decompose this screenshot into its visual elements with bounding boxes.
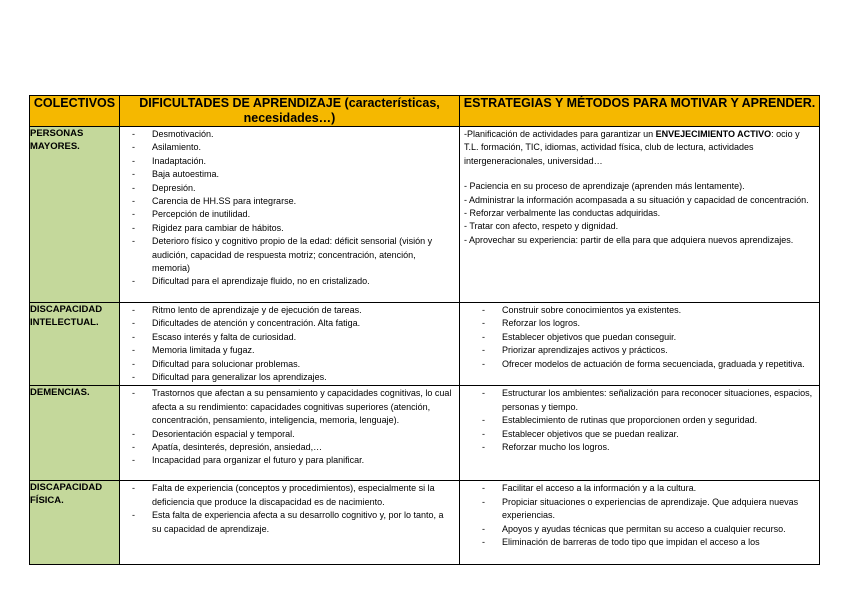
- list-item: - Administrar la información acompasada a su situación y capacidad de concentración.: [464, 194, 809, 205]
- list-item: - Establecer objetivos que se puedan realizar.: [460, 428, 815, 441]
- list-item: - Inadaptación.: [120, 155, 455, 168]
- collective-cell: DEMENCIAS.: [30, 386, 120, 481]
- list-item: - Escaso interés y falta de curiosidad.: [120, 331, 455, 344]
- list-item: - Trastornos que afectan a su pensamiento y capacidades cognitivas, lo cual afecta a su rendimiento: capacidades cognitivas superiores (atención, concentración, pensamiento, inteligencia, memoria, lenguaje).: [120, 387, 455, 427]
- list-item: - Construir sobre conocimientos ya existentes.: [460, 304, 815, 317]
- difficulties-list: [120, 127, 459, 290]
- difficulties-cell: [120, 481, 460, 565]
- table-row: [30, 386, 820, 481]
- list-item: - Estructurar los ambientes: señalización para reconocer situaciones, espacios, personas y tiempo.: [460, 387, 815, 414]
- list-item: - Reforzar los logros.: [460, 317, 815, 330]
- difficulties-cell: [120, 127, 460, 303]
- strategies-list: [464, 180, 815, 247]
- difficulties-cell: [120, 303, 460, 386]
- spacer: [464, 168, 815, 180]
- difficulties-list: [120, 386, 459, 468]
- collective-cell: PERSONAS MAYORES.: [30, 127, 120, 303]
- difficulties-list: [120, 303, 459, 385]
- strategy-intro-suffix: : ocio y T.L. formación, TIC, idiomas, actividad física, club de lectura, actividades intergeneracionales, universidad…: [464, 129, 800, 166]
- list-item: - Priorizar aprendizajes activos y prácticos.: [460, 344, 815, 357]
- header-row: [30, 96, 820, 127]
- strategy-intro-prefix: -Planificación de actividades para garantizar un: [464, 129, 656, 139]
- table-row: [30, 481, 820, 565]
- collective-cell: DISCAPACIDAD INTELECTUAL.: [30, 303, 120, 386]
- list-item: - Reforzar mucho los logros.: [460, 441, 815, 454]
- list-item: - Desmotivación.: [120, 128, 455, 141]
- header-collectives: COLECTIVOS: [30, 96, 120, 127]
- list-item: - Establecimiento de rutinas que proporcionen orden y seguridad.: [460, 414, 815, 427]
- list-item: - Dificultad para generalizar los aprendizajes.: [120, 371, 455, 384]
- list-item: - Establecer objetivos que puedan conseguir.: [460, 331, 815, 344]
- collectives-table: [29, 95, 820, 565]
- list-item: - Paciencia en su proceso de aprendizaje (aprenden más lentamente).: [464, 181, 745, 192]
- list-item: - Aprovechar su experiencia: partir de ella para que adquiera nuevos aprendizajes.: [464, 234, 794, 245]
- strategies-cell: [460, 303, 820, 386]
- collective-cell: DISCAPACIDAD FÍSICA.: [30, 481, 120, 565]
- list-item: - Asilamiento.: [120, 141, 455, 154]
- list-item: - Depresión.: [120, 182, 455, 195]
- list-item: - Carencia de HH.SS para integrarse.: [120, 195, 455, 208]
- list-item: - Dificultad para el aprendizaje fluido, no en cristalizado.: [120, 275, 455, 288]
- strategies-cell: [460, 481, 820, 565]
- strategy-intro: [464, 128, 815, 168]
- strategies-text: [460, 127, 819, 248]
- table-row: [30, 303, 820, 386]
- list-item: - Reforzar verbalmente las conductas adquiridas.: [464, 208, 661, 219]
- list-item: - Ofrecer modelos de actuación de forma secuenciada, graduada y repetitiva.: [460, 358, 815, 371]
- difficulties-list: [120, 481, 459, 537]
- strategies-cell: [460, 386, 820, 481]
- list-item: - Esta falta de experiencia afecta a su desarrollo cognitivo y, por lo tanto, a su capacidad de aprendizaje.: [120, 509, 455, 536]
- list-item: - Eliminación de barreras de todo tipo que impidan el acceso a los: [460, 536, 815, 549]
- list-item: - Facilitar el acceso a la información y a la cultura.: [460, 482, 815, 495]
- header-difficulties: DIFICULTADES DE APRENDIZAJE (características, necesidades…): [120, 96, 460, 127]
- strategies-list: [460, 481, 819, 550]
- list-item: - Falta de experiencia (conceptos y procedimientos), especialmente si la deficiencia que produce la discapacidad es de nacimiento.: [120, 482, 455, 509]
- list-item: - Dificultad para solucionar problemas.: [120, 358, 455, 371]
- strategies-cell: [460, 127, 820, 303]
- strategies-list: [460, 386, 819, 455]
- strategies-list: [460, 303, 819, 372]
- difficulties-cell: [120, 386, 460, 481]
- list-item: - Memoria limitada y fugaz.: [120, 344, 455, 357]
- list-item: - Baja autoestima.: [120, 168, 455, 181]
- table-row: [30, 127, 820, 303]
- list-item: - Incapacidad para organizar el futuro y para planificar.: [120, 454, 455, 467]
- header-strategies: ESTRATEGIAS Y MÉTODOS PARA MOTIVAR Y APRENDER.: [460, 96, 820, 127]
- list-item: - Desorientación espacial y temporal.: [120, 428, 455, 441]
- strategy-intro-bold: ENVEJECIMIENTO ACTIVO: [655, 129, 772, 139]
- list-item: - Rigidez para cambiar de hábitos.: [120, 222, 455, 235]
- list-item: - Dificultades de atención y concentración. Alta fatiga.: [120, 317, 455, 330]
- list-item: - Apoyos y ayudas técnicas que permitan su acceso a cualquier recurso.: [460, 523, 815, 536]
- list-item: - Ritmo lento de aprendizaje y de ejecución de tareas.: [120, 304, 455, 317]
- list-item: - Percepción de inutilidad.: [120, 208, 455, 221]
- list-item: - Tratar con afecto, respeto y dignidad.: [464, 221, 619, 232]
- list-item: - Apatía, desinterés, depresión, ansiedad,…: [120, 441, 455, 454]
- list-item: - Propiciar situaciones o experiencias de aprendizaje. Que adquiera nuevas experiencias.: [460, 496, 815, 523]
- list-item: - Deterioro físico y cognitivo propio de la edad: déficit sensorial (visión y audición, capacidad de respuesta motriz; concentración, atención, memoria): [120, 235, 455, 275]
